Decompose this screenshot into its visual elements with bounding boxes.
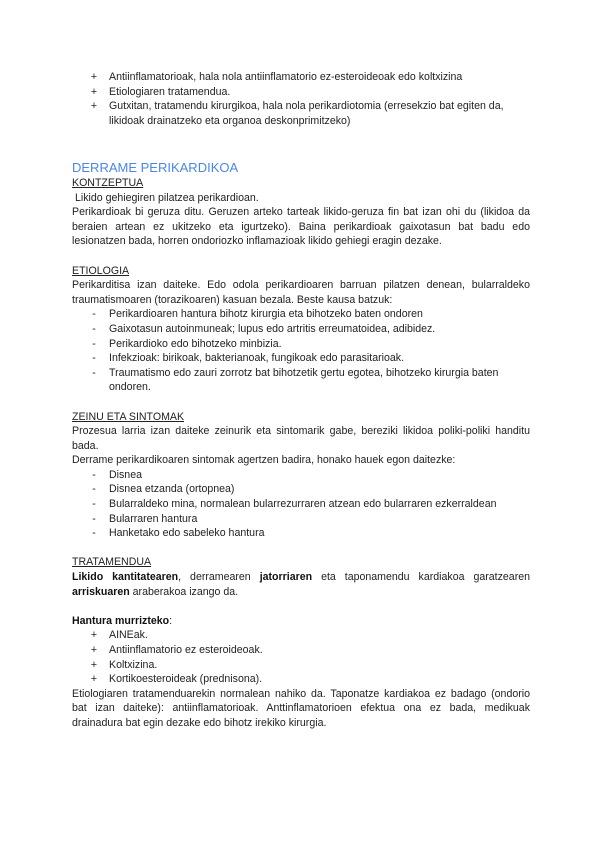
kontzeptua-paragraph: Perikardioak bi geruza ditu. Geruzen arteko tarteak likido-geruza fin bat izan ohi du (likidoa da beraien artean ez ukitzeko eta igurtzeko). Baina perikardioak gaixotasun bat badu edo lesionatzen bada, horren ondoriozko inflamazioak likido gehiegi eragin dezake. <box>72 206 530 248</box>
list-item: + Gutxitan, tratamendu kirurgikoa, hala nola perikardiotomia (erresekzio bat egiten da, likidoak drainatzeko eta organoa deskonprimitzeko) <box>72 99 530 128</box>
dash-bullet-icon: - <box>92 352 96 365</box>
list-item: - Infekzioak: birikoak, bakterianoak, fungikoak edo parasitarioak. <box>72 351 530 366</box>
tratamendua-closing: Etiologiaren tratamenduarekin normalean nahiko da. Taponatze kardiakoa ez badago (ondorio bat izan daiteke): antiinflamatorioak. Anttinflamatorioen efektua ona ez bada, medikuak drainadura bat egin dezake edo bihotz irekiko kirurgia. <box>72 687 530 729</box>
list-item: + Antiinflamatorio ez esteroideoak. <box>72 643 530 658</box>
dash-bullet-icon: - <box>92 468 96 481</box>
hantura-list <box>72 628 530 686</box>
tratamendua-paragraph: Likido kantitatearen, derramearen jatorriaren eta taponamendu kardiakoa garatzearen arriskuaren araberakoa izango da. <box>72 571 533 598</box>
dash-bullet-icon: - <box>92 498 96 511</box>
list-item: + Etiologiaren tratamendua. <box>72 85 530 100</box>
section-title: DERRAME PERIKARDIKOA <box>72 160 239 175</box>
dash-bullet-icon: - <box>92 527 96 540</box>
dash-bullet-icon: - <box>92 308 96 321</box>
etiologia-list <box>72 307 530 395</box>
list-item: + Koltxizina. <box>72 658 530 673</box>
dash-bullet-icon: - <box>92 322 96 335</box>
plus-bullet-icon: + <box>90 658 98 671</box>
plus-bullet-icon: + <box>90 644 98 656</box>
list-item: - Perikardioko edo bihotzeko minbizia. <box>72 337 530 352</box>
plus-bullet-icon: + <box>90 85 98 98</box>
list-item: - Hanketako edo sabeleko hantura <box>72 526 530 541</box>
list-item: - Perikardioaren hantura bihotz kirurgia eta bihotzeko baten ondoren <box>72 307 530 322</box>
derrame-section <box>72 160 533 731</box>
list-item: - Bularraldeko mina, normalean bularrezurraren atzean edo bularraren ezkerraldean <box>72 497 530 512</box>
zeinu-paragraph-2: Derrame perikardikoaren sintomak agertzen badira, honako hauek egon daitezke: <box>72 454 456 467</box>
list-item: - Disnea <box>72 468 530 483</box>
list-item: - Traumatismo edo zauri zorrotz bat bihotzetik gertu egotea, bihotzeko kirurgia baten ondoren. <box>72 366 530 395</box>
plus-bullet-icon: + <box>90 71 98 83</box>
tratamendua-heading: TRATAMENDUA <box>72 556 152 569</box>
plus-bullet-icon: + <box>90 629 98 642</box>
plus-bullet-icon: + <box>90 673 98 686</box>
list-item: + Kortikoesteroideak (prednisona). <box>72 672 530 687</box>
list-item: + Antiinflamatorioak, hala nola antiinflamatorio ez-esteroideoak edo koltxizina <box>72 70 530 85</box>
hantura-label: Hantura murrizteko: <box>72 614 173 627</box>
kontzeptua-definition: Likido gehiegiren pilatzea perikardioan. <box>72 191 259 204</box>
zeinu-heading: ZEINU ETA SINTOMAK <box>72 410 185 423</box>
zeinu-list <box>72 468 530 541</box>
zeinu-paragraph-1: Prozesua larria izan daiteke zeinurik eta sintomarik gabe, bereziki likidoa poliki-poliki handitu bada. <box>72 425 530 452</box>
list-item: - Disnea etzanda (ortopnea) <box>72 482 530 497</box>
etiologia-heading: ETIOLOGIA <box>72 264 130 277</box>
list-item: - Bularraren hantura <box>72 512 530 527</box>
dash-bullet-icon: - <box>92 512 96 525</box>
dash-bullet-icon: - <box>92 483 96 496</box>
dash-bullet-icon: - <box>92 366 96 379</box>
etiologia-paragraph: Perikarditisa izan daiteke. Edo odola perikardioaren barruan pilatzen denean, bularraldeko traumatismoaren (torazikoaren) kasuan bezala. Beste kausa batzuk: <box>72 279 530 306</box>
plus-bullet-icon: + <box>90 100 98 113</box>
list-item: - Gaixotasun autoinmuneak; lupus edo artritis erreumatoidea, adibidez. <box>72 322 530 337</box>
kontzeptua-heading: KONTZEPTUA <box>72 177 144 189</box>
intro-list-block <box>72 70 530 128</box>
dash-bullet-icon: - <box>92 337 96 350</box>
intro-list <box>72 70 530 128</box>
list-item: + AINEak. <box>72 628 530 643</box>
